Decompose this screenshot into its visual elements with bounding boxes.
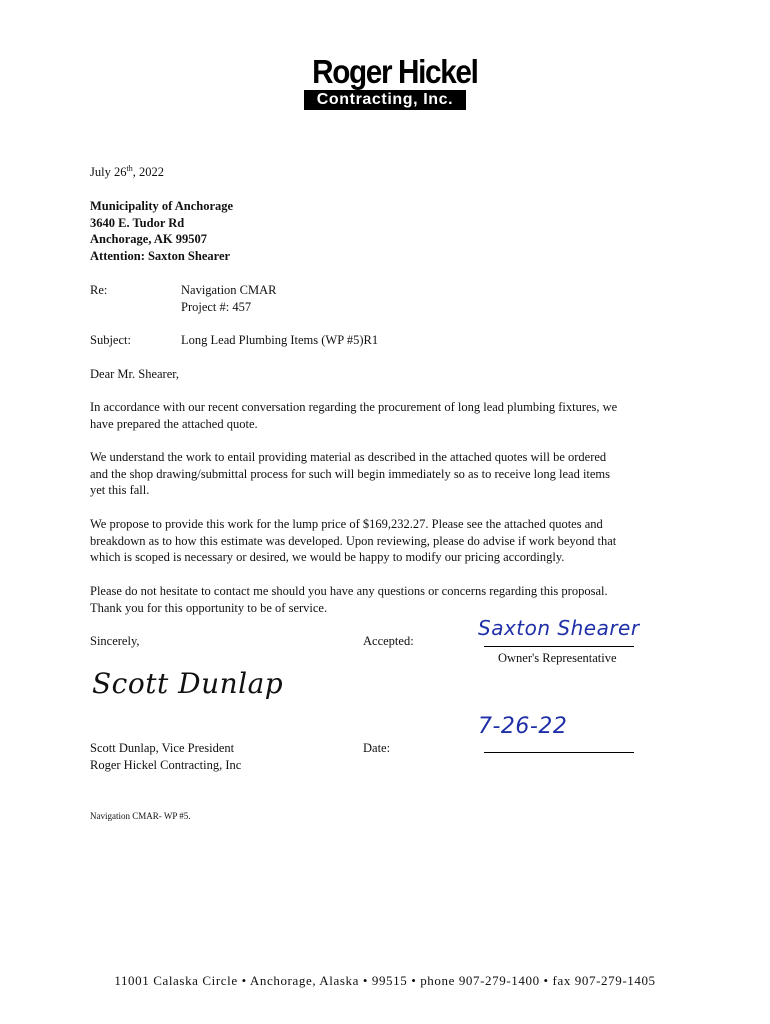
accepted-signature-line — [484, 646, 634, 647]
company-footer-address: 11001 Calaska Circle • Anchorage, Alaska • 99515 • phone 907-279-1400 • fax 907-279-1405 — [114, 973, 656, 988]
salutation: Dear Mr. Shearer, — [90, 367, 180, 381]
paragraph-1 — [90, 399, 690, 432]
accepted-label: Accepted: — [363, 634, 414, 648]
paragraph-line: In accordance with our recent conversation regarding the procurement of long lead plumbing fixtures, we — [90, 400, 618, 414]
owners-representative-label: Owner's Representative — [498, 651, 617, 665]
date-label: Date: — [363, 741, 391, 755]
letter-date — [90, 164, 164, 181]
company-logo — [304, 53, 478, 110]
re-label: Re: — [90, 283, 108, 297]
re-line-1: Navigation CMAR — [181, 283, 277, 297]
signer-signature: Scott Dunlap — [92, 667, 284, 700]
date-line — [484, 752, 634, 753]
date-day: July 26 — [90, 165, 127, 179]
recipient-address — [90, 198, 233, 264]
paragraph-line: and the shop drawing/submittal process for such will begin immediately so as to receive long lead items — [90, 466, 611, 481]
paragraph-line: breakdown as to how this estimate was developed. Upon reviewing, please do advise if work beyond that — [90, 533, 617, 548]
re-value — [181, 282, 276, 315]
re-line-2: Project #: 457 — [181, 299, 252, 314]
signer-block — [90, 740, 241, 773]
date-year: , 2022 — [132, 165, 164, 179]
address-line-4: Attention: Saxton Shearer — [90, 248, 231, 263]
address-line-2: 3640 E. Tudor Rd — [90, 215, 185, 230]
paragraph-line: Thank you for this opportunity to be of service. — [90, 600, 328, 615]
signer-company: Roger Hickel Contracting, Inc — [90, 757, 242, 772]
subject-label: Subject: — [90, 333, 131, 347]
logo-name: Roger Hickel — [312, 53, 478, 90]
paragraph-3 — [90, 516, 690, 566]
paragraph-line: have prepared the attached quote. — [90, 416, 258, 431]
paragraph-line: We understand the work to entail providing material as described in the attached quotes will be ordered — [90, 450, 607, 464]
date-ordinal: th — [126, 163, 133, 173]
paragraph-line: which is scoped is necessary or desired, we would be happy to modify our pricing accordingly. — [90, 550, 565, 564]
address-line-3: Anchorage, AK 99507 — [90, 232, 208, 246]
paragraph-4 — [90, 583, 690, 616]
paragraph-2 — [90, 449, 690, 499]
handwritten-date: 7-26-22 — [478, 714, 568, 739]
closing-sincerely: Sincerely, — [90, 634, 140, 648]
accepted-signature: Saxton Shearer — [478, 616, 640, 640]
paragraph-line: Please do not hesitate to contact me should you have any questions or concerns regarding this proposal. — [90, 584, 608, 598]
signer-name-title: Scott Dunlap, Vice President — [90, 741, 235, 755]
paragraph-line: We propose to provide this work for the lump price of $169,232.27. Please see the attached quotes and — [90, 517, 603, 531]
logo-subtitle: Contracting, Inc. — [304, 90, 466, 110]
paragraph-line: yet this fall. — [90, 483, 150, 497]
footnote: Navigation CMAR- WP #5. — [90, 811, 191, 821]
address-line-1: Municipality of Anchorage — [90, 199, 234, 213]
subject-value: Long Lead Plumbing Items (WP #5)R1 — [181, 333, 379, 347]
